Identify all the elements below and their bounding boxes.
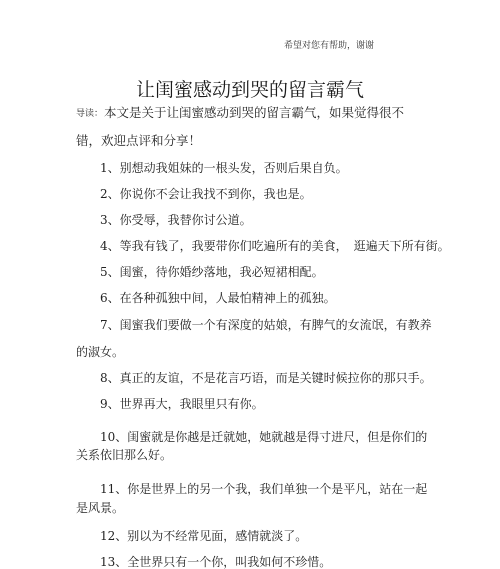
- list-item: 2、你说你不会让我找不到你，我也是。: [100, 187, 312, 201]
- intro-line-1: 本文是关于让闺蜜感动到哭的留言霸气，如果觉得很不: [104, 105, 405, 120]
- list-item-continued: 的淑女。: [76, 345, 125, 359]
- list-item: 6、在各种孤独中间，人最怕精神上的孤独。: [100, 291, 336, 305]
- intro-line-2: 错，欢迎点评和分享！: [76, 133, 202, 148]
- list-item: 13、全世界只有一个你，叫我如何不珍惜。: [100, 555, 332, 569]
- intro-label: 导读：: [76, 109, 104, 119]
- list-item-continued: 关系依旧那么好。: [76, 448, 173, 462]
- header-note: 希望对您有帮助，谢谢: [283, 41, 374, 51]
- document-title: 让闺蜜感动到哭的留言霸气: [135, 79, 364, 101]
- list-item: 1、别想动我姐妹的一根头发，否则后果自负。: [100, 161, 348, 175]
- list-item: 8、真正的友谊，不是花言巧语，而是关键时候拉你的那只手。: [100, 371, 432, 385]
- list-item: 5、闺蜜，待你婚纱落地，我必短裙相配。: [100, 265, 324, 279]
- list-item: 9、世界再大，我眼里只有你。: [100, 397, 264, 411]
- list-item: 4、等我有钱了，我要带你们吃遍所有的美食， 逛遍天下所有街。: [100, 239, 450, 253]
- list-item: 7、闺蜜我们要做一个有深度的姑娘，有脾气的女流氓，有教养: [100, 318, 432, 332]
- list-item-continued: 是风景。: [76, 501, 125, 515]
- list-item: 11、你是世界上的另一个我，我们单独一个是平凡，站在一起: [100, 482, 428, 496]
- list-item: 10、闺蜜就是你越是迁就她，她就越是得寸进尺，但是你们的: [100, 430, 428, 444]
- list-item: 12、别以为不经常见面，感情就淡了。: [100, 529, 308, 543]
- list-item: 3、你受辱，我替你讨公道。: [100, 213, 252, 227]
